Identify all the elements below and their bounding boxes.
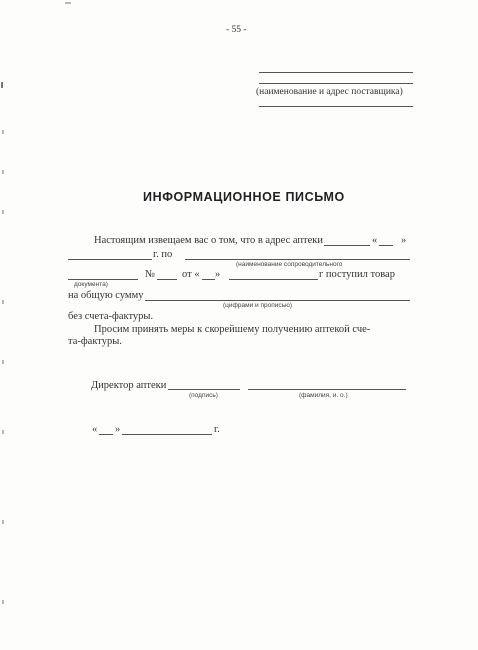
scan-mark xyxy=(2,210,4,214)
caption-sign: (подпись) xyxy=(189,392,218,399)
request-line-2: та-фактуры. xyxy=(68,336,122,347)
scan-mark xyxy=(65,2,71,4)
sum-field xyxy=(145,300,410,301)
scan-mark xyxy=(2,130,4,134)
month-field xyxy=(229,279,318,280)
date-field-1 xyxy=(68,259,152,260)
scan-mark xyxy=(2,520,4,524)
scan-mark xyxy=(2,600,4,604)
total-sum-text: на общую сумму xyxy=(68,290,144,301)
caption-name: (фамилия, и. о.) xyxy=(299,392,348,399)
name-field xyxy=(248,389,406,390)
date-close-quote: » xyxy=(115,424,121,435)
day-field-2 xyxy=(202,279,215,280)
pharmacy-field xyxy=(324,245,370,246)
notice-text: Настоящим извещаем вас о том, что в адрес аптеки xyxy=(94,235,324,246)
document-number-field xyxy=(157,279,177,280)
scan-mark xyxy=(2,360,4,364)
supplier-line-2 xyxy=(259,83,413,84)
document-number-prefix-field xyxy=(68,279,138,280)
director-label: Директор аптеки xyxy=(91,380,167,391)
no-invoice-text: без счета-фактуры. xyxy=(68,311,154,322)
signature-field xyxy=(168,389,240,390)
scan-mark xyxy=(2,170,4,174)
request-line-1: Просим принять меры к скорейшему получению аптекой сче- xyxy=(94,324,371,335)
close-quote-2: » xyxy=(215,269,221,280)
day-field-1 xyxy=(379,245,393,246)
scan-mark xyxy=(2,430,4,434)
date-open-quote: « xyxy=(92,424,98,435)
caption-docs-1: (наименование сопроводительного xyxy=(236,261,343,268)
document-name-field xyxy=(185,259,410,260)
close-quote: » xyxy=(401,235,407,246)
supplier-caption: (наименование и адрес поставщика) xyxy=(256,87,403,97)
year-suffix: г. по xyxy=(153,249,173,260)
arrived-text: г поступил товар xyxy=(319,269,395,280)
scan-mark xyxy=(2,300,4,304)
supplier-line-1 xyxy=(259,72,413,73)
caption-docs-2: документа) xyxy=(74,281,108,288)
date-day-field xyxy=(99,434,113,435)
date-month-field xyxy=(122,434,212,435)
number-sign: № xyxy=(145,269,156,280)
from-word: от « xyxy=(182,269,200,280)
page-number: - 55 - xyxy=(226,25,247,35)
date-year: г. xyxy=(214,424,220,435)
document-title: ИНФОРМАЦИОННОЕ ПИСЬМО xyxy=(143,190,345,204)
scan-mark xyxy=(1,82,3,88)
supplier-line-3 xyxy=(259,106,413,107)
open-quote: « xyxy=(372,235,378,246)
caption-sum: (цифрами и прописью) xyxy=(223,302,293,309)
